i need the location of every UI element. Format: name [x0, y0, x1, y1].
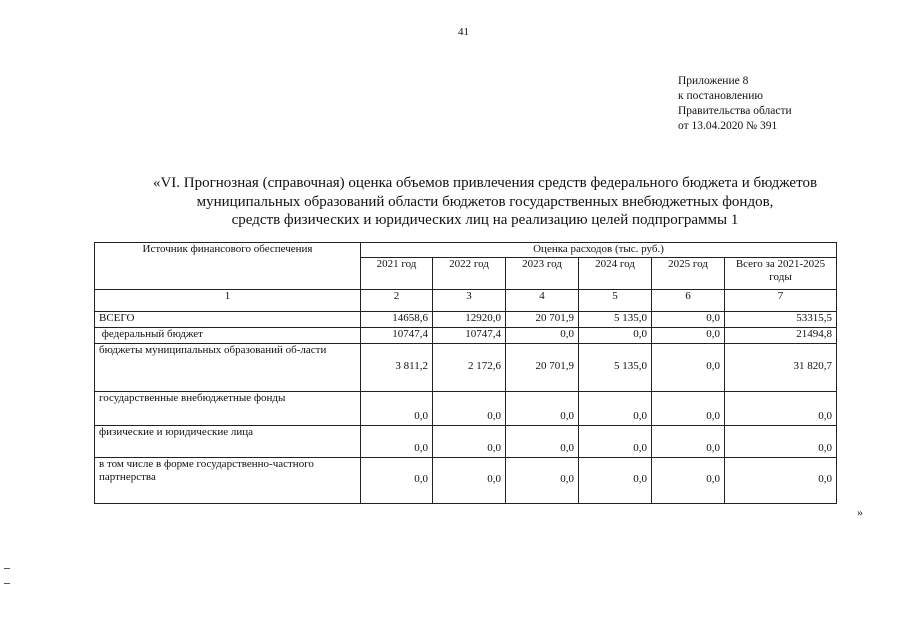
appendix-line: Приложение 8 [678, 75, 749, 87]
row-label: в том числе в форме государственно-частного партнерства [95, 458, 361, 504]
financing-table [94, 242, 837, 504]
table-row [95, 344, 837, 392]
column-number: 2 [361, 290, 433, 312]
cell-value: 0,0 [579, 328, 652, 344]
header-source: Источник финансового обеспечения [95, 243, 361, 290]
cell-value: 10747,4 [433, 328, 506, 344]
cell-value: 0,0 [506, 328, 579, 344]
cell-value: 0,0 [652, 344, 725, 392]
cell-value: 0,0 [652, 458, 725, 504]
column-number: 7 [725, 290, 837, 312]
cell-value: 0,0 [652, 328, 725, 344]
cell-value: 31 820,7 [725, 344, 837, 392]
header-year: 2021 год [361, 258, 433, 290]
cell-value: 10747,4 [361, 328, 433, 344]
appendix-line: Правительства области [678, 105, 792, 117]
cell-value: 0,0 [361, 426, 433, 458]
cell-value: 0,0 [579, 392, 652, 426]
row-label: физические и юридические лица [95, 426, 361, 458]
cell-value: 0,0 [579, 458, 652, 504]
column-number: 6 [652, 290, 725, 312]
appendix-line: к постановлению [678, 90, 763, 102]
cell-value: 0,0 [433, 392, 506, 426]
closing-quote: » [857, 505, 863, 519]
cell-value: 0,0 [433, 426, 506, 458]
column-number-row [95, 290, 837, 312]
cell-value: 21494,8 [725, 328, 837, 344]
appendix-note [678, 74, 792, 134]
scan-margin-mark [4, 568, 10, 569]
cell-value: 14658,6 [361, 312, 433, 328]
row-label: бюджеты муниципальных образований об-ласти [95, 344, 361, 392]
cell-value: 5 135,0 [579, 344, 652, 392]
cell-value: 0,0 [506, 426, 579, 458]
header-year: 2024 год [579, 258, 652, 290]
header-total: Всего за 2021-2025 годы [725, 258, 837, 290]
column-number: 1 [95, 290, 361, 312]
row-label: федеральный бюджет [95, 328, 361, 344]
cell-value: 0,0 [361, 458, 433, 504]
column-number: 3 [433, 290, 506, 312]
cell-value: 20 701,9 [506, 344, 579, 392]
cell-value: 0,0 [433, 458, 506, 504]
cell-value: 20 701,9 [506, 312, 579, 328]
column-number: 4 [506, 290, 579, 312]
title-line: «VI. Прогнозная (справочная) оценка объемов привлечения средств федерального бюджета и бюджетов [152, 175, 818, 191]
title-line: муниципальных образований области бюджетов государственных внебюджетных фондов, [196, 193, 774, 210]
table-row [95, 392, 837, 426]
cell-value: 2 172,6 [433, 344, 506, 392]
cell-value: 0,0 [725, 392, 837, 426]
scan-margin-mark [4, 583, 10, 584]
title-line: средств физических и юридических лиц на реализацию целей подпрограммы 1 [231, 212, 739, 228]
header-estimate: Оценка расходов (тыс. руб.) [361, 243, 837, 258]
cell-value: 5 135,0 [579, 312, 652, 328]
section-title [100, 174, 870, 230]
column-number: 5 [579, 290, 652, 312]
appendix-line: от 13.04.2020 № 391 [678, 120, 778, 132]
table-row [95, 426, 837, 458]
table-row [95, 312, 837, 328]
header-year: 2023 год [506, 258, 579, 290]
cell-value: 53315,5 [725, 312, 837, 328]
cell-value: 12920,0 [433, 312, 506, 328]
row-label: ВСЕГО [95, 312, 361, 328]
header-year: 2025 год [652, 258, 725, 290]
cell-value: 0,0 [506, 458, 579, 504]
cell-value: 0,0 [652, 426, 725, 458]
cell-value: 3 811,2 [361, 344, 433, 392]
cell-value: 0,0 [579, 426, 652, 458]
cell-value: 0,0 [652, 312, 725, 328]
cell-value: 0,0 [361, 392, 433, 426]
cell-value: 0,0 [725, 458, 837, 504]
table-row [95, 328, 837, 344]
table-row [95, 458, 837, 504]
cell-value: 0,0 [652, 392, 725, 426]
header-year: 2022 год [433, 258, 506, 290]
page-number: 41 [458, 26, 469, 38]
cell-value: 0,0 [506, 392, 579, 426]
cell-value: 0,0 [725, 426, 837, 458]
row-label: государственные внебюджетные фонды [95, 392, 361, 426]
